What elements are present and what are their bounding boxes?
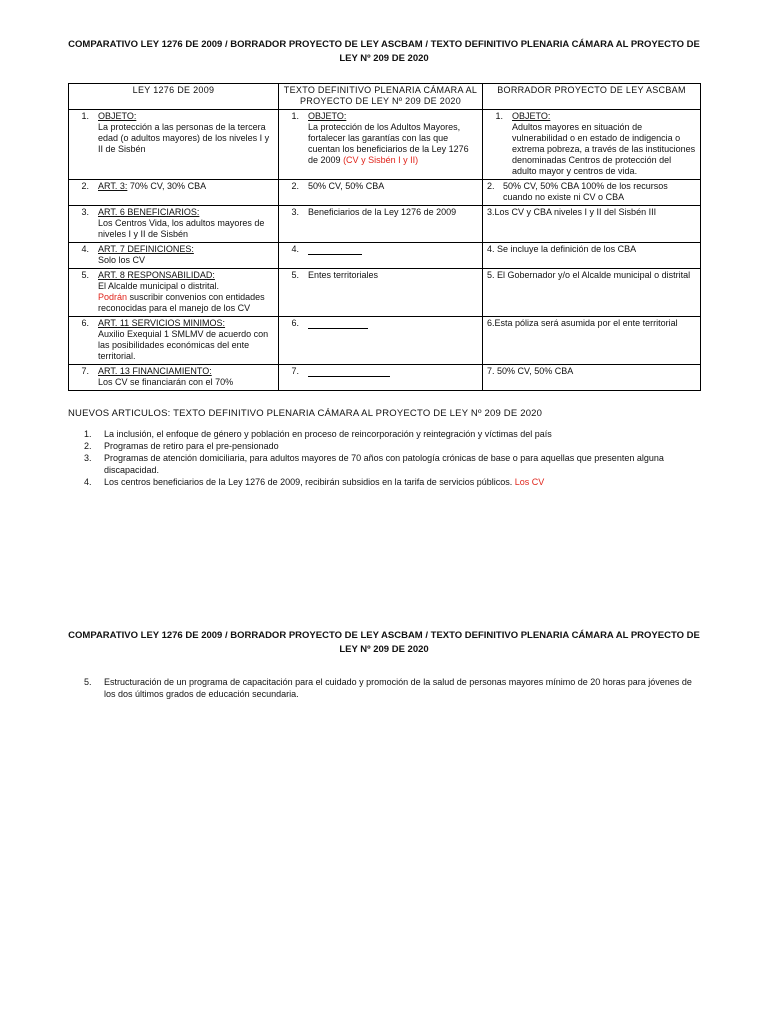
article-heading: OBJETO: bbox=[308, 111, 347, 121]
cell-text: Beneficiarios de la Ley 1276 de 2009 bbox=[308, 207, 457, 217]
article-heading: OBJETO: bbox=[512, 111, 551, 121]
comparison-table bbox=[68, 83, 701, 391]
item-number: 5. bbox=[81, 270, 89, 280]
item-number: 6. bbox=[291, 318, 299, 328]
table-row bbox=[69, 206, 701, 243]
cell-text: Solo los CV bbox=[98, 255, 146, 265]
item-number: 2. bbox=[81, 181, 89, 191]
article-heading: OBJETO: bbox=[98, 111, 137, 121]
cell-text: Los CV se financiarán con el 70% bbox=[98, 377, 234, 387]
cell-text: 70% CV, 30% CBA bbox=[127, 181, 207, 191]
item-number: 3. bbox=[81, 207, 89, 217]
list-number: 5. bbox=[84, 677, 92, 687]
item-number: 1. bbox=[291, 111, 299, 121]
table-header-row bbox=[69, 84, 701, 110]
header-ley-1276: LEY 1276 DE 2009 bbox=[69, 84, 279, 110]
item-number: 2. bbox=[487, 181, 495, 191]
list-text: La inclusión, el enfoque de género y población en proceso de reincorporación y reintegración y víctimas del país bbox=[104, 429, 552, 439]
list-text: Programas de atención domiciliaria, para adultos mayores de 70 años con patología crónicas de base o para aquellas que presenten alguna discapacidad. bbox=[104, 453, 664, 475]
cell-text: 50% CV, 50% CBA 100% de los recursos cuando no existe ni CV o CBA bbox=[503, 181, 668, 202]
item-number: 5. bbox=[291, 270, 299, 280]
highlight-text: (CV y Sisbén I y II) bbox=[343, 155, 419, 165]
cell-text: La protección de los Adultos Mayores, fortalecer las garantías con las que cuentan los beneficiarios de la Ley 1276 de 2009 bbox=[308, 122, 469, 165]
table-row bbox=[69, 243, 701, 269]
article-heading: ART. 3: bbox=[98, 181, 128, 191]
item-number: 4. bbox=[291, 244, 299, 254]
item-number: 6. bbox=[81, 318, 89, 328]
highlight-text: Podrán bbox=[98, 292, 128, 302]
list-item bbox=[84, 676, 694, 700]
table-row bbox=[69, 317, 701, 365]
blank-line bbox=[308, 367, 390, 377]
table-row bbox=[69, 180, 701, 206]
list-number: 3. bbox=[84, 453, 92, 463]
cell-text: Adultos mayores en situación de vulnerabilidad o en estado de indigencia o extrema pobreza, a través de las instituciones denominadas Centros de protección del adulto mayor y centros de vida. bbox=[512, 122, 696, 176]
list-number: 2. bbox=[84, 441, 92, 451]
cell-text: Auxilio Exequial 1 SMLMV de acuerdo con las posibilidades económicas del ente territorial. bbox=[98, 329, 269, 361]
new-articles-list-continued bbox=[84, 676, 694, 700]
item-number: 1. bbox=[495, 111, 503, 121]
cell-text: 3.Los CV y CBA niveles I y II del Sisbén III bbox=[487, 207, 657, 217]
page-title-2: COMPARATIVO LEY 1276 DE 2009 / BORRADOR PROYECTO DE LEY ASCBAM / TEXTO DEFINITIVO PLENARIA CÁMARA AL PROYECTO DE LEY Nº 209 DE 2020 bbox=[68, 630, 700, 655]
item-number: 4. bbox=[81, 244, 89, 254]
list-item bbox=[84, 428, 694, 440]
table-row bbox=[69, 269, 701, 317]
item-number: 1. bbox=[81, 111, 89, 121]
list-text: Los centros beneficiarios de la Ley 1276 de 2009, recibirán subsidios en la tarifa de servicios públicos. bbox=[104, 477, 515, 487]
new-articles-list bbox=[84, 428, 694, 488]
table-row bbox=[69, 110, 701, 180]
cell-text: 7. 50% CV, 50% CBA bbox=[487, 366, 574, 376]
cell-text: 50% CV, 50% CBA bbox=[308, 181, 385, 191]
cell-text: La protección a las personas de la tercera edad (o adultos mayores) de los niveles I y II de Sisbén bbox=[98, 122, 270, 154]
list-item bbox=[84, 476, 694, 488]
cell-text: 5. El Gobernador y/o el Alcalde municipal o distrital bbox=[487, 270, 691, 280]
blank-line bbox=[308, 319, 368, 329]
item-number: 7. bbox=[291, 366, 299, 376]
cell-text: El Alcalde municipal o distrital. bbox=[98, 281, 220, 291]
article-heading: ART. 6 BENEFICIARIOS: bbox=[98, 207, 200, 217]
cell-text: 6.Esta póliza será asumida por el ente territorial bbox=[487, 318, 678, 328]
header-borrador: BORRADOR PROYECTO DE LEY ASCBAM bbox=[483, 84, 701, 110]
section-heading: NUEVOS ARTICULOS: TEXTO DEFINITIVO PLENARIA CÁMARA AL PROYECTO DE LEY Nº 209 DE 2020 bbox=[68, 408, 543, 419]
list-number: 4. bbox=[84, 477, 92, 487]
cell-text: Entes territoriales bbox=[308, 270, 379, 280]
article-heading: ART. 8 RESPONSABILIDAD: bbox=[98, 270, 215, 280]
article-heading: ART. 7 DEFINICIONES: bbox=[98, 244, 194, 254]
page-title: COMPARATIVO LEY 1276 DE 2009 / BORRADOR PROYECTO DE LEY ASCBAM / TEXTO DEFINITIVO PLENARIA CÁMARA AL PROYECTO DE LEY Nº 209 DE 2020 bbox=[68, 39, 700, 64]
highlight-text: Los CV bbox=[514, 477, 545, 487]
cell-text: Los Centros Vida, los adultos mayores de niveles I y II de Sisbén bbox=[98, 218, 265, 239]
cell-text: 4. Se incluye la definición de los CBA bbox=[487, 244, 637, 254]
list-number: 1. bbox=[84, 429, 92, 439]
list-text: Programas de retiro para el pre-pensionado bbox=[104, 441, 279, 451]
item-number: 2. bbox=[291, 181, 299, 191]
article-heading: ART. 11 SERVICIOS MINIMOS: bbox=[98, 318, 226, 328]
item-number: 3. bbox=[291, 207, 299, 217]
item-number: 7. bbox=[81, 366, 89, 376]
table-row bbox=[69, 365, 701, 391]
list-item bbox=[84, 440, 694, 452]
article-heading: ART. 13 FINANCIAMIENTO: bbox=[98, 366, 212, 376]
list-text: Estructuración de un programa de capacitación para el cuidado y promoción de la salud de personas mayores mínimo de 20 horas para jóvenes de los dos últimos grados de educación secundaria. bbox=[104, 677, 692, 699]
header-texto-definitivo: TEXTO DEFINITIVO PLENARIA CÁMARA AL PROYECTO DE LEY Nº 209 DE 2020 bbox=[279, 84, 483, 110]
cell-text: suscribir convenios con entidades reconocidas para el manejo de los CV bbox=[98, 292, 265, 313]
blank-line bbox=[308, 245, 362, 255]
list-item bbox=[84, 452, 694, 476]
